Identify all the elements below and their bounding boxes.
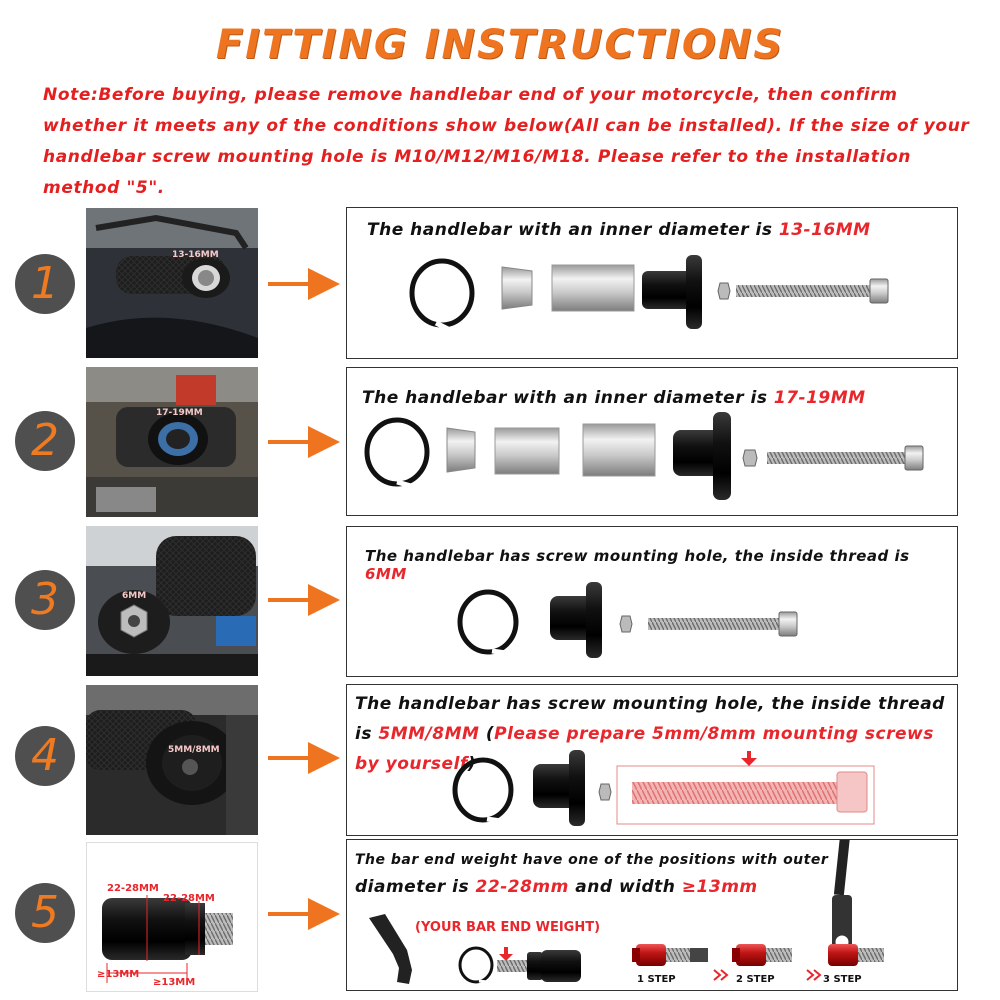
step-5-parts-illustration	[357, 910, 627, 990]
outer-diameter-label: 22-28MM	[107, 883, 159, 894]
width-label: ≥13MM	[97, 969, 140, 980]
step-3-caption: The handlebar has screw mounting hole, the inside thread is 6MM	[365, 547, 910, 583]
step-2-badge: 2	[15, 411, 75, 471]
step-3-panel	[346, 526, 958, 677]
step-5-caption-line2: diameter is 22-28mm and width ≥13mm	[355, 877, 758, 897]
down-arrow-icon	[739, 751, 759, 767]
step-2-parts-illustration	[357, 410, 947, 510]
photo-diameter-label: 17-19MM	[156, 408, 203, 418]
sequence-step-3-label: 3 STEP	[823, 974, 862, 985]
step-1-badge: 1	[15, 254, 75, 314]
step-5-photo	[86, 842, 258, 992]
step-4-caption: The handlebar has screw mounting hole, the inside thread is 5MM/8MM (Please prepare 5mm/8mm mounting screws by yourself)	[355, 694, 945, 774]
arrow-right-icon	[268, 894, 340, 934]
sequence-step-1-label: 1 STEP	[637, 974, 676, 985]
outer-diameter-label: 22-28MM	[163, 893, 215, 904]
step-2-panel	[346, 367, 958, 516]
step-1-panel	[346, 207, 958, 359]
step-5-sequence-illustration	[622, 840, 952, 990]
step-4-parts-illustration	[447, 750, 947, 830]
arrow-right-icon	[268, 580, 340, 620]
step-5-badge: 5	[15, 883, 75, 943]
photo-thread-label: 6MM	[122, 591, 147, 601]
step-1-parts-illustration	[402, 253, 962, 343]
step-3-parts-illustration	[452, 582, 812, 672]
step-4-badge: 4	[15, 726, 75, 786]
step-5-panel	[346, 839, 958, 991]
purchase-note: Note:Before buying, please remove handlebar end of your motorcycle, then confirm whether it meets any of the conditions show below(All can be installed). If the size of your handlebar screw mounting hole is M10/M12/M16/M18. Please refer to the installation method "5".	[43, 85, 970, 198]
step-3-badge: 3	[15, 570, 75, 630]
arrow-right-icon	[268, 264, 340, 304]
width-label: ≥13MM	[153, 977, 196, 988]
sequence-step-2-label: 2 STEP	[736, 974, 775, 985]
step-5-caption-line1: The bar end weight have one of the positions with outer	[355, 852, 829, 868]
page-title: FITTING INSTRUCTIONS	[215, 22, 785, 68]
step-4-panel	[346, 684, 958, 836]
step-3-photo	[86, 526, 258, 676]
arrow-right-icon	[268, 738, 340, 778]
step-4-photo	[86, 685, 258, 835]
step-1-photo	[86, 208, 258, 358]
photo-diameter-label: 13-16MM	[172, 250, 219, 260]
bar-end-label: (YOUR BAR END WEIGHT)	[415, 920, 601, 935]
step-2-photo	[86, 367, 258, 517]
step-1-caption: The handlebar with an inner diameter is 13-16MM	[367, 220, 871, 240]
photo-thread-label: 5MM/8MM	[168, 745, 220, 755]
arrow-right-icon	[268, 422, 340, 462]
step-2-caption: The handlebar with an inner diameter is 17-19MM	[362, 388, 866, 408]
